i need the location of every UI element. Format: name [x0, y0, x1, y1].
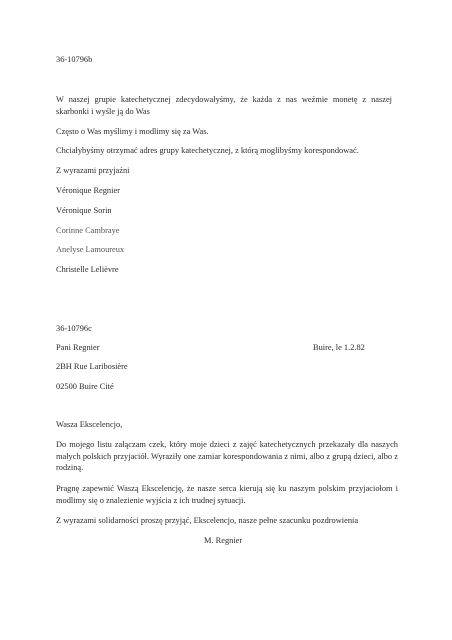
letter1-paragraph-1: W naszej grupie katechetycznej zdecydowałyśmy, że każda z nas weźmie monetę z naszej skarbonki i wyśle ją do Was	[56, 95, 392, 116]
letter2-paragraph-1: Do mojego listu załączam czek, który moje dzieci z zajęć katechetycznych przekazały dla naszych małych polskich przyjaciół. Wyraziły one zamiar korespondowania z nimi, albo z grupą dzieci, albo z rodziną.	[56, 440, 398, 472]
letter1-closing: Z wyrazami przyjaźni	[56, 166, 130, 175]
letter1-reference: 36-10796b	[56, 55, 93, 64]
letter1-signature: Christelle Lelièvre	[56, 265, 119, 274]
letter1-paragraph-3: Chciałybyśmy otrzymać adres grupy katechetycznej, z którą moglibyśmy korespondować.	[56, 146, 359, 155]
letter1-signature: Corinne Cambraye	[56, 226, 120, 235]
letter2-address-line-1: 2BH Rue Laribosière	[56, 362, 128, 371]
letter1-paragraph-2: Często o Was myślimy i modlimy się za Was.	[56, 127, 209, 136]
letter1-signature: Véronique Sorin	[56, 206, 112, 215]
letter2-place-date: Buire, le 1.2.82	[313, 343, 365, 352]
letter1-signature: Anelyse Lamoureux	[56, 245, 125, 254]
letter2-paragraph-3: Z wyrazami solidarności proszę przyjąć, Ekscelencjo, nasze pełne szacunku pozdrowienia	[56, 516, 359, 525]
letter2-salutation: Wasza Ekscelencjo,	[56, 420, 123, 429]
letter2-address-line-2: 02500 Buire Cité	[56, 382, 114, 391]
letter1-signature: Véronique Regnier	[56, 186, 120, 195]
letter2-signature: M. Regnier	[204, 536, 243, 545]
letter2-recipient: Pani Regnier	[56, 343, 100, 352]
letter2-paragraph-2: Pragnę zapewnić Waszą Ekscelencję, że nasze serca kierują się ku naszym polskim przyjaciołom i modlimy się o znalezienie wyjścia z ich trudnej sytuacji.	[56, 484, 398, 505]
letter2-reference: 36-10796c	[56, 324, 92, 333]
